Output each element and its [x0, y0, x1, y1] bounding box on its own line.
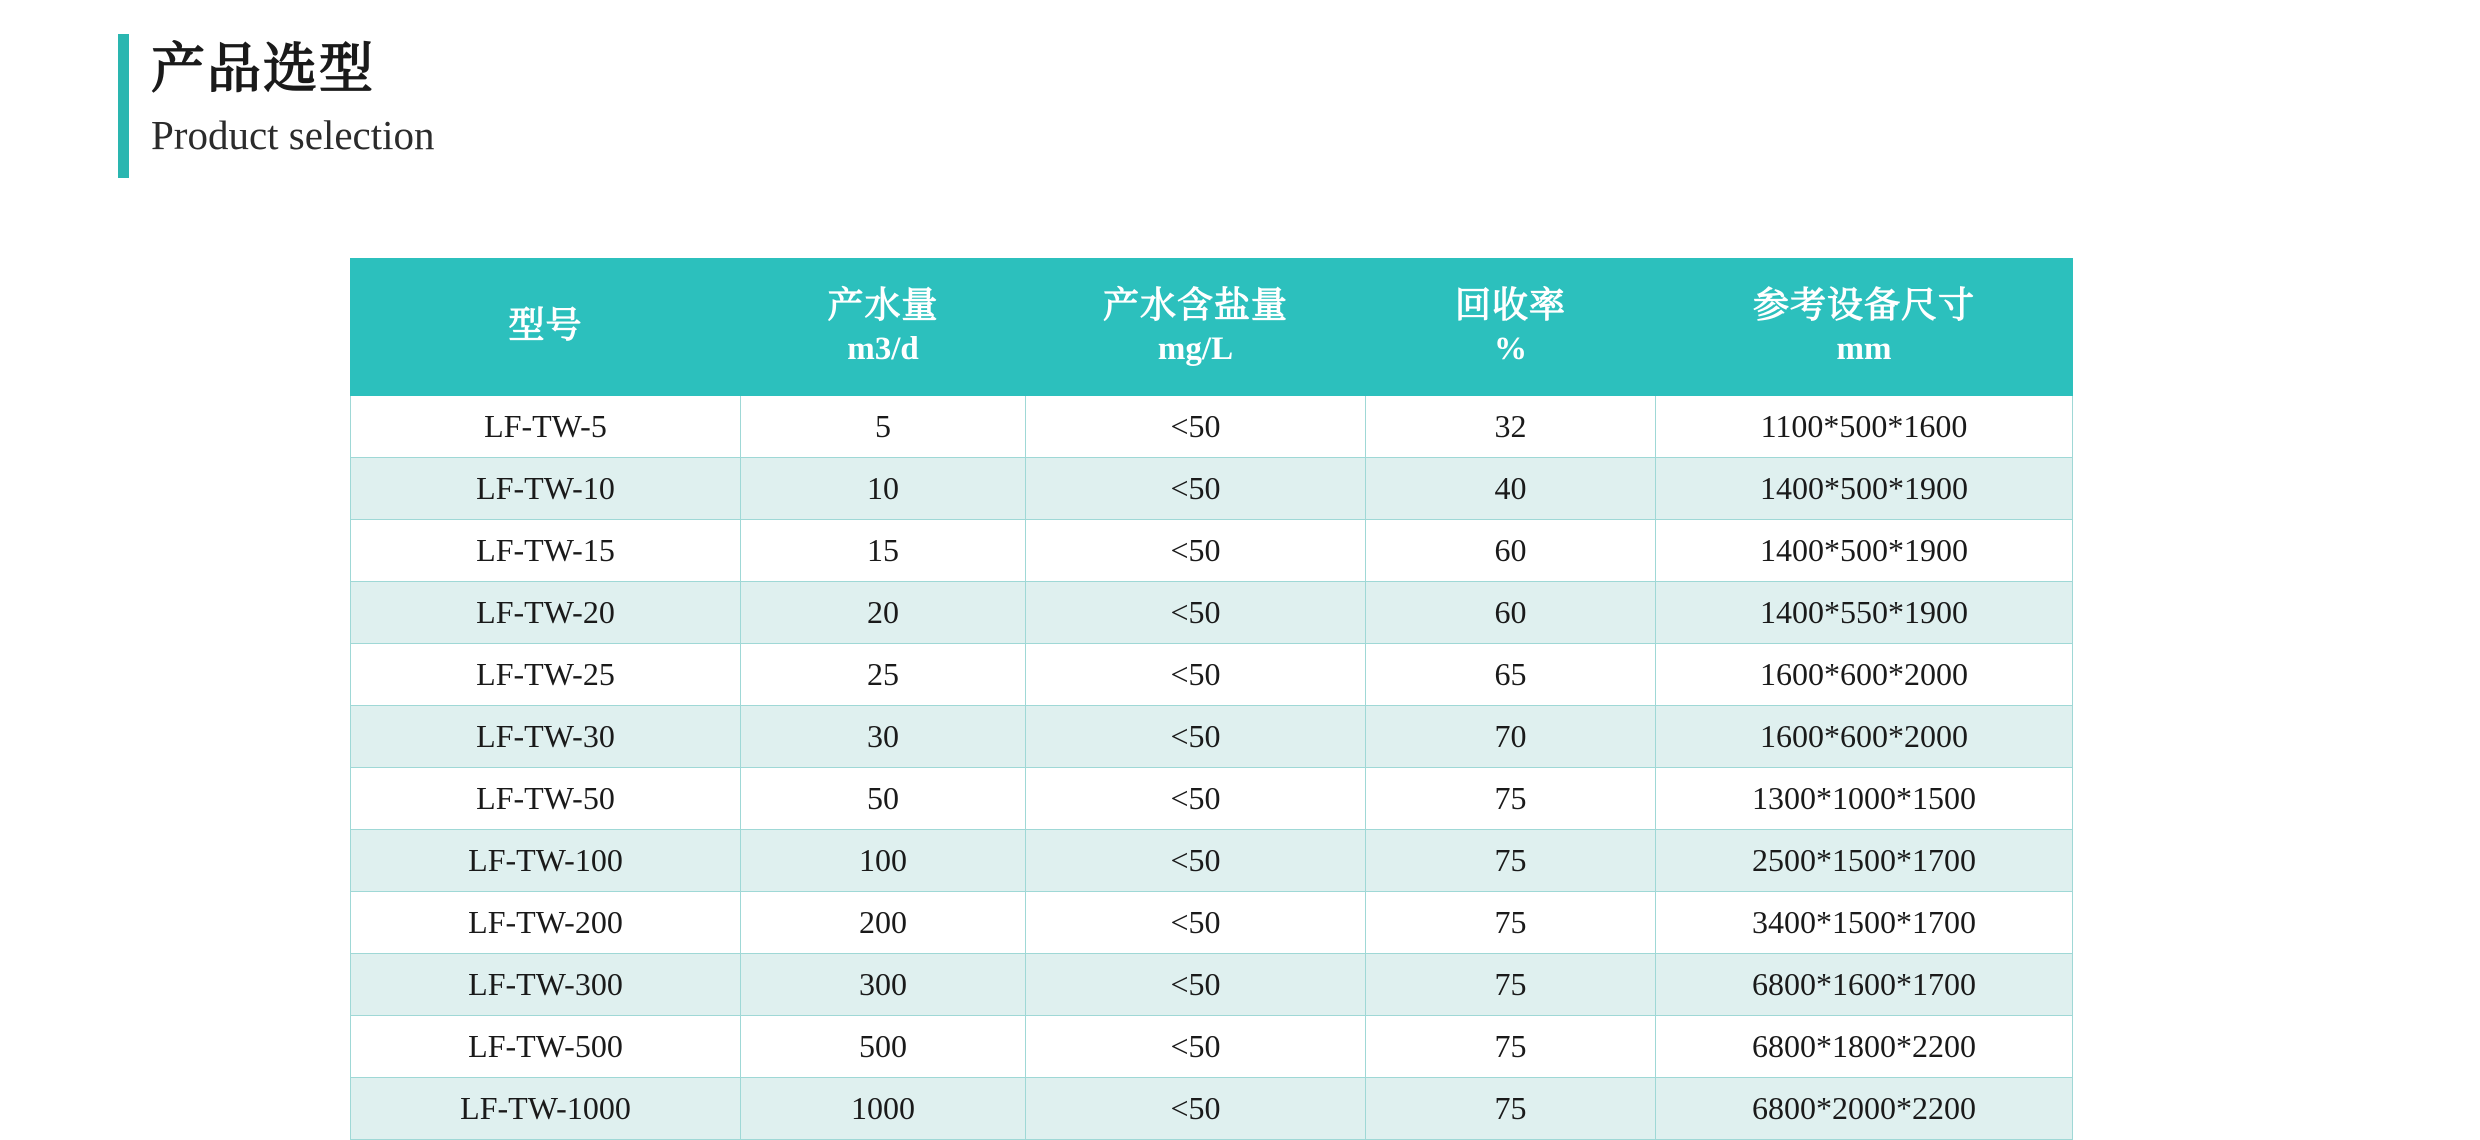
cell-size: 6800*1600*1700 [1656, 954, 2073, 1016]
cell-recovery: 75 [1366, 1078, 1656, 1140]
cell-recovery: 60 [1366, 520, 1656, 582]
column-header-size [1656, 259, 2073, 396]
table-row [351, 1016, 2073, 1078]
cell-salinity: <50 [1026, 954, 1366, 1016]
cell-size: 1400*550*1900 [1656, 582, 2073, 644]
cell-capacity: 25 [741, 644, 1026, 706]
column-header-salinity-unit: mg/L [1157, 331, 1234, 367]
table-row [351, 396, 2073, 458]
column-header-capacity-label: 产水量 [827, 285, 939, 326]
cell-capacity: 15 [741, 520, 1026, 582]
cell-capacity: 10 [741, 458, 1026, 520]
cell-salinity: <50 [1026, 892, 1366, 954]
spec-table-body [351, 396, 2073, 1140]
cell-salinity: <50 [1026, 768, 1366, 830]
cell-salinity: <50 [1026, 1078, 1366, 1140]
cell-model: LF-TW-15 [351, 520, 741, 582]
table-row [351, 706, 2073, 768]
cell-salinity: <50 [1026, 396, 1366, 458]
column-header-salinity-label: 产水含盐量 [1102, 285, 1288, 326]
cell-model: LF-TW-20 [351, 582, 741, 644]
spec-table-head [351, 259, 2073, 396]
cell-recovery: 32 [1366, 396, 1656, 458]
cell-capacity: 20 [741, 582, 1026, 644]
cell-salinity: <50 [1026, 1016, 1366, 1078]
cell-model: LF-TW-1000 [351, 1078, 741, 1140]
table-row [351, 582, 2073, 644]
cell-capacity: 30 [741, 706, 1026, 768]
cell-model: LF-TW-30 [351, 706, 741, 768]
cell-capacity: 50 [741, 768, 1026, 830]
cell-recovery: 75 [1366, 1016, 1656, 1078]
column-header-salinity [1026, 259, 1366, 396]
cell-recovery: 70 [1366, 706, 1656, 768]
cell-recovery: 60 [1366, 582, 1656, 644]
table-row [351, 1078, 2073, 1140]
cell-size: 6800*2000*2200 [1656, 1078, 2073, 1140]
column-header-model-label: 型号 [508, 305, 583, 346]
column-header-capacity-unit: m3/d [847, 331, 919, 367]
spec-table-wrapper [350, 258, 2072, 1140]
cell-model: LF-TW-100 [351, 830, 741, 892]
table-row [351, 954, 2073, 1016]
table-row [351, 892, 2073, 954]
header-text-block [151, 34, 435, 178]
cell-capacity: 5 [741, 396, 1026, 458]
cell-model: LF-TW-200 [351, 892, 741, 954]
cell-recovery: 75 [1366, 954, 1656, 1016]
cell-capacity: 100 [741, 830, 1026, 892]
cell-salinity: <50 [1026, 520, 1366, 582]
cell-model: LF-TW-25 [351, 644, 741, 706]
table-row [351, 644, 2073, 706]
cell-size: 3400*1500*1700 [1656, 892, 2073, 954]
cell-model: LF-TW-500 [351, 1016, 741, 1078]
cell-size: 1600*600*2000 [1656, 644, 2073, 706]
page-title-en: Product selection [151, 112, 435, 158]
cell-recovery: 75 [1366, 830, 1656, 892]
cell-model: LF-TW-10 [351, 458, 741, 520]
cell-recovery: 75 [1366, 768, 1656, 830]
column-header-recovery-label: 回收率 [1454, 285, 1566, 326]
cell-salinity: <50 [1026, 582, 1366, 644]
cell-recovery: 65 [1366, 644, 1656, 706]
cell-size: 2500*1500*1700 [1656, 830, 2073, 892]
table-row [351, 458, 2073, 520]
cell-salinity: <50 [1026, 458, 1366, 520]
cell-capacity: 200 [741, 892, 1026, 954]
cell-recovery: 75 [1366, 892, 1656, 954]
column-header-model [351, 259, 741, 396]
cell-salinity: <50 [1026, 830, 1366, 892]
cell-size: 1400*500*1900 [1656, 520, 2073, 582]
column-header-recovery [1366, 259, 1656, 396]
product-spec-table [350, 258, 2073, 1140]
cell-size: 1300*1000*1500 [1656, 768, 2073, 830]
cell-capacity: 1000 [741, 1078, 1026, 1140]
table-row [351, 520, 2073, 582]
table-header-row [351, 259, 2073, 396]
page-title-cn: 产品选型 [151, 37, 375, 100]
cell-size: 1600*600*2000 [1656, 706, 2073, 768]
header-accent-bar [118, 34, 129, 178]
cell-model: LF-TW-300 [351, 954, 741, 1016]
cell-size: 1400*500*1900 [1656, 458, 2073, 520]
cell-size: 1100*500*1600 [1656, 396, 2073, 458]
cell-capacity: 300 [741, 954, 1026, 1016]
column-header-size-unit: mm [1836, 331, 1892, 367]
cell-capacity: 500 [741, 1016, 1026, 1078]
column-header-size-label: 参考设备尺寸 [1752, 285, 1975, 326]
cell-model: LF-TW-5 [351, 396, 741, 458]
column-header-capacity [741, 259, 1026, 396]
cell-recovery: 40 [1366, 458, 1656, 520]
cell-salinity: <50 [1026, 644, 1366, 706]
cell-model: LF-TW-50 [351, 768, 741, 830]
table-row [351, 768, 2073, 830]
table-row [351, 830, 2073, 892]
column-header-recovery-unit: % [1494, 331, 1527, 367]
cell-size: 6800*1800*2200 [1656, 1016, 2073, 1078]
cell-salinity: <50 [1026, 706, 1366, 768]
page-header [118, 34, 435, 178]
